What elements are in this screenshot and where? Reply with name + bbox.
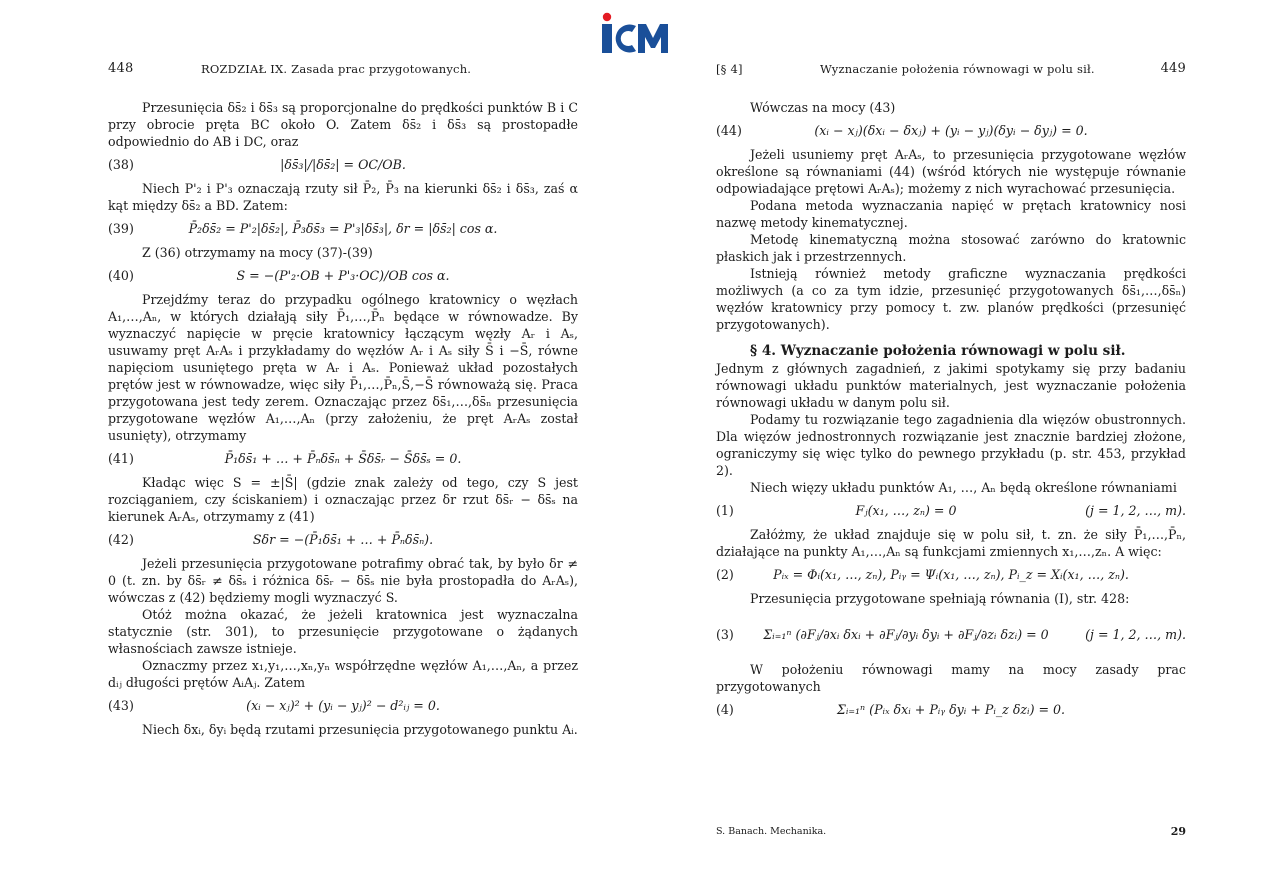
equation-number: (42)	[108, 532, 134, 547]
right-page-header	[716, 62, 1186, 78]
right-page-number: 449	[1160, 61, 1186, 76]
paragraph: Niech P'₂ i P'₃ oznaczają rzuty sił P̄₂, P̄₃ na kierunki δs̄₂ i δs̄₃, zaś α kąt między δs̄₂ a BD. Zatem:	[108, 181, 578, 213]
paragraph: Niech więzy układu punktów A₁, …, Aₙ będą określone równaniami	[750, 480, 1177, 495]
paragraph: Wówczas na mocy (43)	[750, 100, 896, 115]
equation-formula: Σᵢ₌₁ⁿ (Pᵢₓ δxᵢ + Pᵢᵧ δyᵢ + Pᵢ_z δzᵢ) = 0.	[836, 702, 1066, 717]
left-running-title: ROZDZIAŁ IX. Zasada prac przygotowanych.	[201, 62, 472, 76]
equation-number: (1)	[716, 503, 734, 518]
equation	[108, 266, 578, 286]
paragraph: Podamy tu rozwiązanie tego zagadnienia dla więzów obustronnych. Dla więzów jednostronnych rozwiązanie jest znacznie bardziej złożone, ograniczymy się więc tylko do pewnego przykładu (p. str. 453, przykład 2).	[716, 412, 1186, 478]
equation	[108, 155, 578, 175]
footer-sheet-number: 29	[1170, 825, 1186, 838]
equation-number: (41)	[108, 451, 134, 466]
equation	[108, 696, 578, 716]
right-page-body	[716, 99, 1186, 725]
equation-number: (39)	[108, 221, 134, 236]
equation-number: (3)	[716, 627, 734, 642]
equation	[108, 449, 578, 469]
icm-logo	[598, 12, 676, 56]
equation-formula: P̄₁δs̄₁ + … + P̄ₙδs̄ₙ + S̄δs̄ᵣ − S̄δs̄ₛ = 0.	[224, 451, 462, 466]
paragraph: Jeżeli przesunięcia przygotowane potrafimy obrać tak, by było δr ≠ 0 (t. zn. by δs̄ᵣ ≠ δs̄ₛ i różnica δs̄ᵣ − δs̄ₛ nie była prostopadła do AᵣAₛ), wówczas z (42) będziemy mogli wyznaczyć S.	[108, 556, 578, 605]
equation-formula: Σᵢ₌₁ⁿ (∂Fⱼ/∂xᵢ δxᵢ + ∂Fⱼ/∂yᵢ δyᵢ + ∂Fⱼ/∂zᵢ δzᵢ) = 0	[763, 627, 1049, 642]
equation-number: (44)	[716, 123, 742, 138]
footer-signature: S. Banach. Mechanika.	[716, 826, 827, 837]
equation-number: (40)	[108, 268, 134, 283]
equation-number: (43)	[108, 698, 134, 713]
equation-formula: S = −(P'₂·OB + P'₃·OC)/OB cos α.	[236, 268, 450, 283]
right-page-footer	[716, 826, 1186, 840]
equation-number: (2)	[716, 567, 734, 582]
paragraph: Załóżmy, że układ znajduje się w polu sił, t. zn. że siły P̄₁,…,P̄ₙ, działające na punkty A₁,…,Aₙ są funkcjami zmiennych x₁,…,zₙ. A więc:	[716, 527, 1186, 559]
paragraph: Przejdźmy teraz do przypadku ogólnego kratownicy o węzłach A₁,…,Aₙ, w których działają siły P̄₁,…,P̄ₙ będące w równowadze. By wyznaczyć napięcie w pręcie kratownicy łączącym węzły Aᵣ i Aₛ, usuwamy pręt AᵣAₛ i przykładamy do węzłów Aᵣ i Aₛ siły S̄ i −S̄, równe napięciom usuniętego pręta w Aᵣ i Aₛ. Ponieważ układ pozostałych prętów jest w równowadze, więc siły P̄₁,…,P̄ₙ,S̄,−S̄ równoważą się. Praca przygotowana jest tedy zerem. Oznaczając przez δs̄₁,…,δs̄ₙ przesunięcia przygotowane węzłów A₁,…,Aₙ (przy założeniu, że pręt AᵣAₛ został usunięty), otrzymamy	[108, 292, 578, 443]
paragraph: Kładąc więc S = ±|S̄| (gdzie znak zależy od tego, czy S jest rozciąganiem, czy ściskaniem) i oznaczając przez δr rzut δs̄ᵣ − δs̄ₛ na kierunek AᵣAₛ, otrzymamy z (41)	[108, 475, 578, 524]
paragraph: Istnieją również metody graficzne wyznaczania prędkości możliwych (a co za tym idzie, przesunięć przygotowanych δs̄₁,…,δs̄ₙ) węzłów kratownicy przy pomocy t. zw. planów prędkości (przesunięć przygotowanych).	[716, 266, 1186, 332]
left-page-number: 448	[108, 61, 134, 76]
right-running-title: Wyznaczanie położenia równowagi w polu sił.	[820, 62, 1095, 76]
section-heading	[716, 343, 1186, 360]
section-heading-title: § 4. Wyznaczanie położenia równowagi w polu sił.	[750, 343, 1126, 359]
paragraph: Otóż można okazać, że jeżeli kratownica jest wyznaczalna statycznie (str. 301), to przesunięcie przygotowane o żądanych własnościach zawsze istnieje.	[108, 607, 578, 656]
equation-formula: Sδr = −(P̄₁δs̄₁ + … + P̄ₙδs̄ₙ).	[252, 532, 434, 547]
equation-formula: Fⱼ(x₁, …, zₙ) = 0	[855, 503, 957, 518]
equation-number: (4)	[716, 702, 734, 717]
equation	[716, 700, 1186, 720]
left-page-header	[108, 62, 578, 78]
paragraph: Oznaczmy przez x₁,y₁,…,xₙ,yₙ współrzędne węzłów A₁,…,Aₙ, a przez dᵢⱼ długości prętów AᵢAⱼ. Zatem	[108, 658, 578, 690]
equation	[108, 530, 578, 550]
equation-formula: Pᵢₓ = Φᵢ(x₁, …, zₙ), Pᵢᵧ = Ψᵢ(x₁, …, zₙ), Pᵢ_z = Xᵢ(x₁, …, zₙ).	[773, 567, 1129, 582]
paragraph: Z (36) otrzymamy na mocy (37)-(39)	[142, 245, 373, 260]
equation-formula: (xᵢ − xⱼ)(δxᵢ − δxⱼ) + (yᵢ − yⱼ)(δyᵢ − δyⱼ) = 0.	[814, 123, 1088, 138]
left-page-body	[108, 99, 578, 738]
paragraph: Niech δxᵢ, δyᵢ będą rzutami przesunięcia przygotowanego punktu Aᵢ.	[142, 722, 578, 737]
equation	[108, 219, 578, 239]
equation	[716, 615, 1186, 655]
equation-formula: |δs̄₃|/|δs̄₂| = OC/OB.	[280, 157, 406, 172]
right-section-mark: [§ 4]	[716, 62, 743, 76]
logo-letter-i	[602, 24, 612, 53]
equation	[716, 501, 1186, 521]
equation-condition: (j = 1, 2, …, m).	[1085, 627, 1186, 642]
paragraph: Jeżeli usuniemy pręt AᵣAₛ, to przesunięcia przygotowane węzłów określone są równaniami (44) (wśród których nie występuje równanie odpowiadające prętowi AᵣAₛ); możemy z nich wyrachować przesunięcia.	[716, 147, 1186, 196]
paragraph: Przesunięcia przygotowane spełniają równania (I), str. 428:	[750, 591, 1130, 606]
paragraph: Podana metoda wyznaczania napięć w prętach kratownicy nosi nazwę metody kinematycznej.	[716, 198, 1186, 230]
equation	[716, 121, 1186, 141]
equation-condition: (j = 1, 2, …, m).	[1085, 503, 1186, 518]
logo-letter-c	[616, 25, 636, 53]
equation-number: (38)	[108, 157, 134, 172]
equation-formula: (xᵢ − xⱼ)² + (yᵢ − yⱼ)² − d²ᵢⱼ = 0.	[246, 698, 440, 713]
paragraph: W położeniu równowagi mamy na mocy zasady prac przygotowanych	[716, 662, 1186, 694]
equation-formula: P̄₂δs̄₂ = P'₂|δs̄₂|, P̄₃δs̄₃ = P'₃|δs̄₃|, δr = |δs̄₂| cos α.	[188, 221, 498, 236]
section-intro-paragraph: Jednym z głównych zagadnień, z jakimi spotykamy się przy badaniu równowagi układu punktów materialnych, jest wyznaczanie położenia równowagi układu w danym polu sił.	[716, 361, 1186, 410]
paragraph: Metodę kinematyczną można stosować zarówno do kratownic płaskich jak i przestrzennych.	[716, 232, 1186, 264]
logo-letter-m	[638, 24, 668, 53]
equation	[716, 565, 1186, 585]
paragraph: Przesunięcia δs̄₂ i δs̄₃ są proporcjonalne do prędkości punktów B i C przy obrocie pręta BC około O. Zatem δs̄₂ i δs̄₃ są prostopadłe odpowiednio do AB i DC, oraz	[108, 100, 578, 149]
logo-dot	[603, 13, 611, 21]
